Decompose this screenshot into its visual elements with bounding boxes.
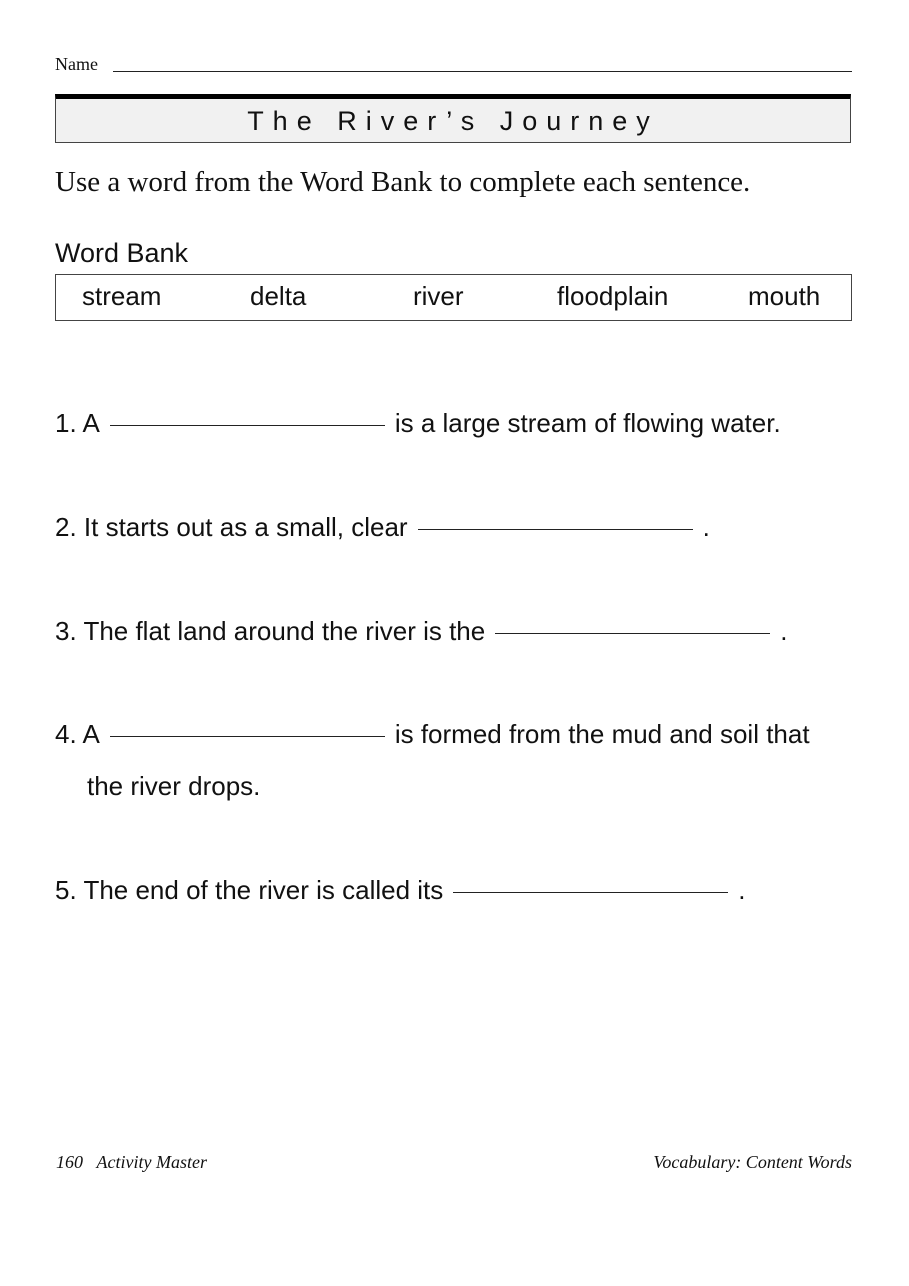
footer-left-text: Activity Master	[96, 1152, 207, 1172]
question-1	[55, 408, 781, 439]
word-bank-label: Word Bank	[55, 238, 189, 268]
answer-blank[interactable]	[495, 632, 770, 634]
page-title: The River’s Journey	[247, 106, 659, 136]
word-bank-word: delta	[250, 281, 307, 311]
question-4-continuation: the river drops.	[87, 771, 261, 801]
answer-blank[interactable]	[110, 424, 385, 426]
question-text: 1. A	[55, 408, 100, 438]
name-row	[55, 54, 852, 76]
word-bank-box	[55, 274, 852, 321]
question-text: is a large stream of flowing water.	[394, 408, 781, 438]
answer-blank[interactable]	[453, 891, 728, 893]
footer-right: Vocabulary: Content Words	[653, 1152, 852, 1172]
word-bank-word: mouth	[748, 281, 821, 311]
question-text: 5. The end of the river is called its	[55, 875, 444, 905]
word-bank-word: river	[413, 281, 464, 311]
question-text: 4. A	[55, 719, 100, 749]
question-text: 2. It starts out as a small, clear	[55, 512, 408, 542]
footer-left	[56, 1152, 207, 1173]
question-3	[55, 616, 787, 647]
question-text: .	[702, 512, 710, 542]
answer-blank[interactable]	[110, 735, 385, 737]
page-number: 160	[56, 1152, 83, 1172]
question-4	[55, 719, 810, 750]
title-banner	[55, 94, 851, 143]
question-5	[55, 875, 746, 906]
question-text: is formed from the mud and soil that	[394, 719, 810, 749]
answer-blank[interactable]	[418, 528, 693, 530]
name-field[interactable]	[113, 71, 852, 72]
name-label: Name	[55, 54, 98, 74]
question-text: .	[738, 875, 746, 905]
instructions: Use a word from the Word Bank to complete each sentence.	[55, 166, 751, 198]
question-text: 3. The flat land around the river is the	[55, 616, 486, 646]
question-text: .	[780, 616, 788, 646]
word-bank-word: stream	[82, 281, 162, 311]
word-bank-word: floodplain	[557, 281, 669, 311]
question-2	[55, 512, 710, 543]
